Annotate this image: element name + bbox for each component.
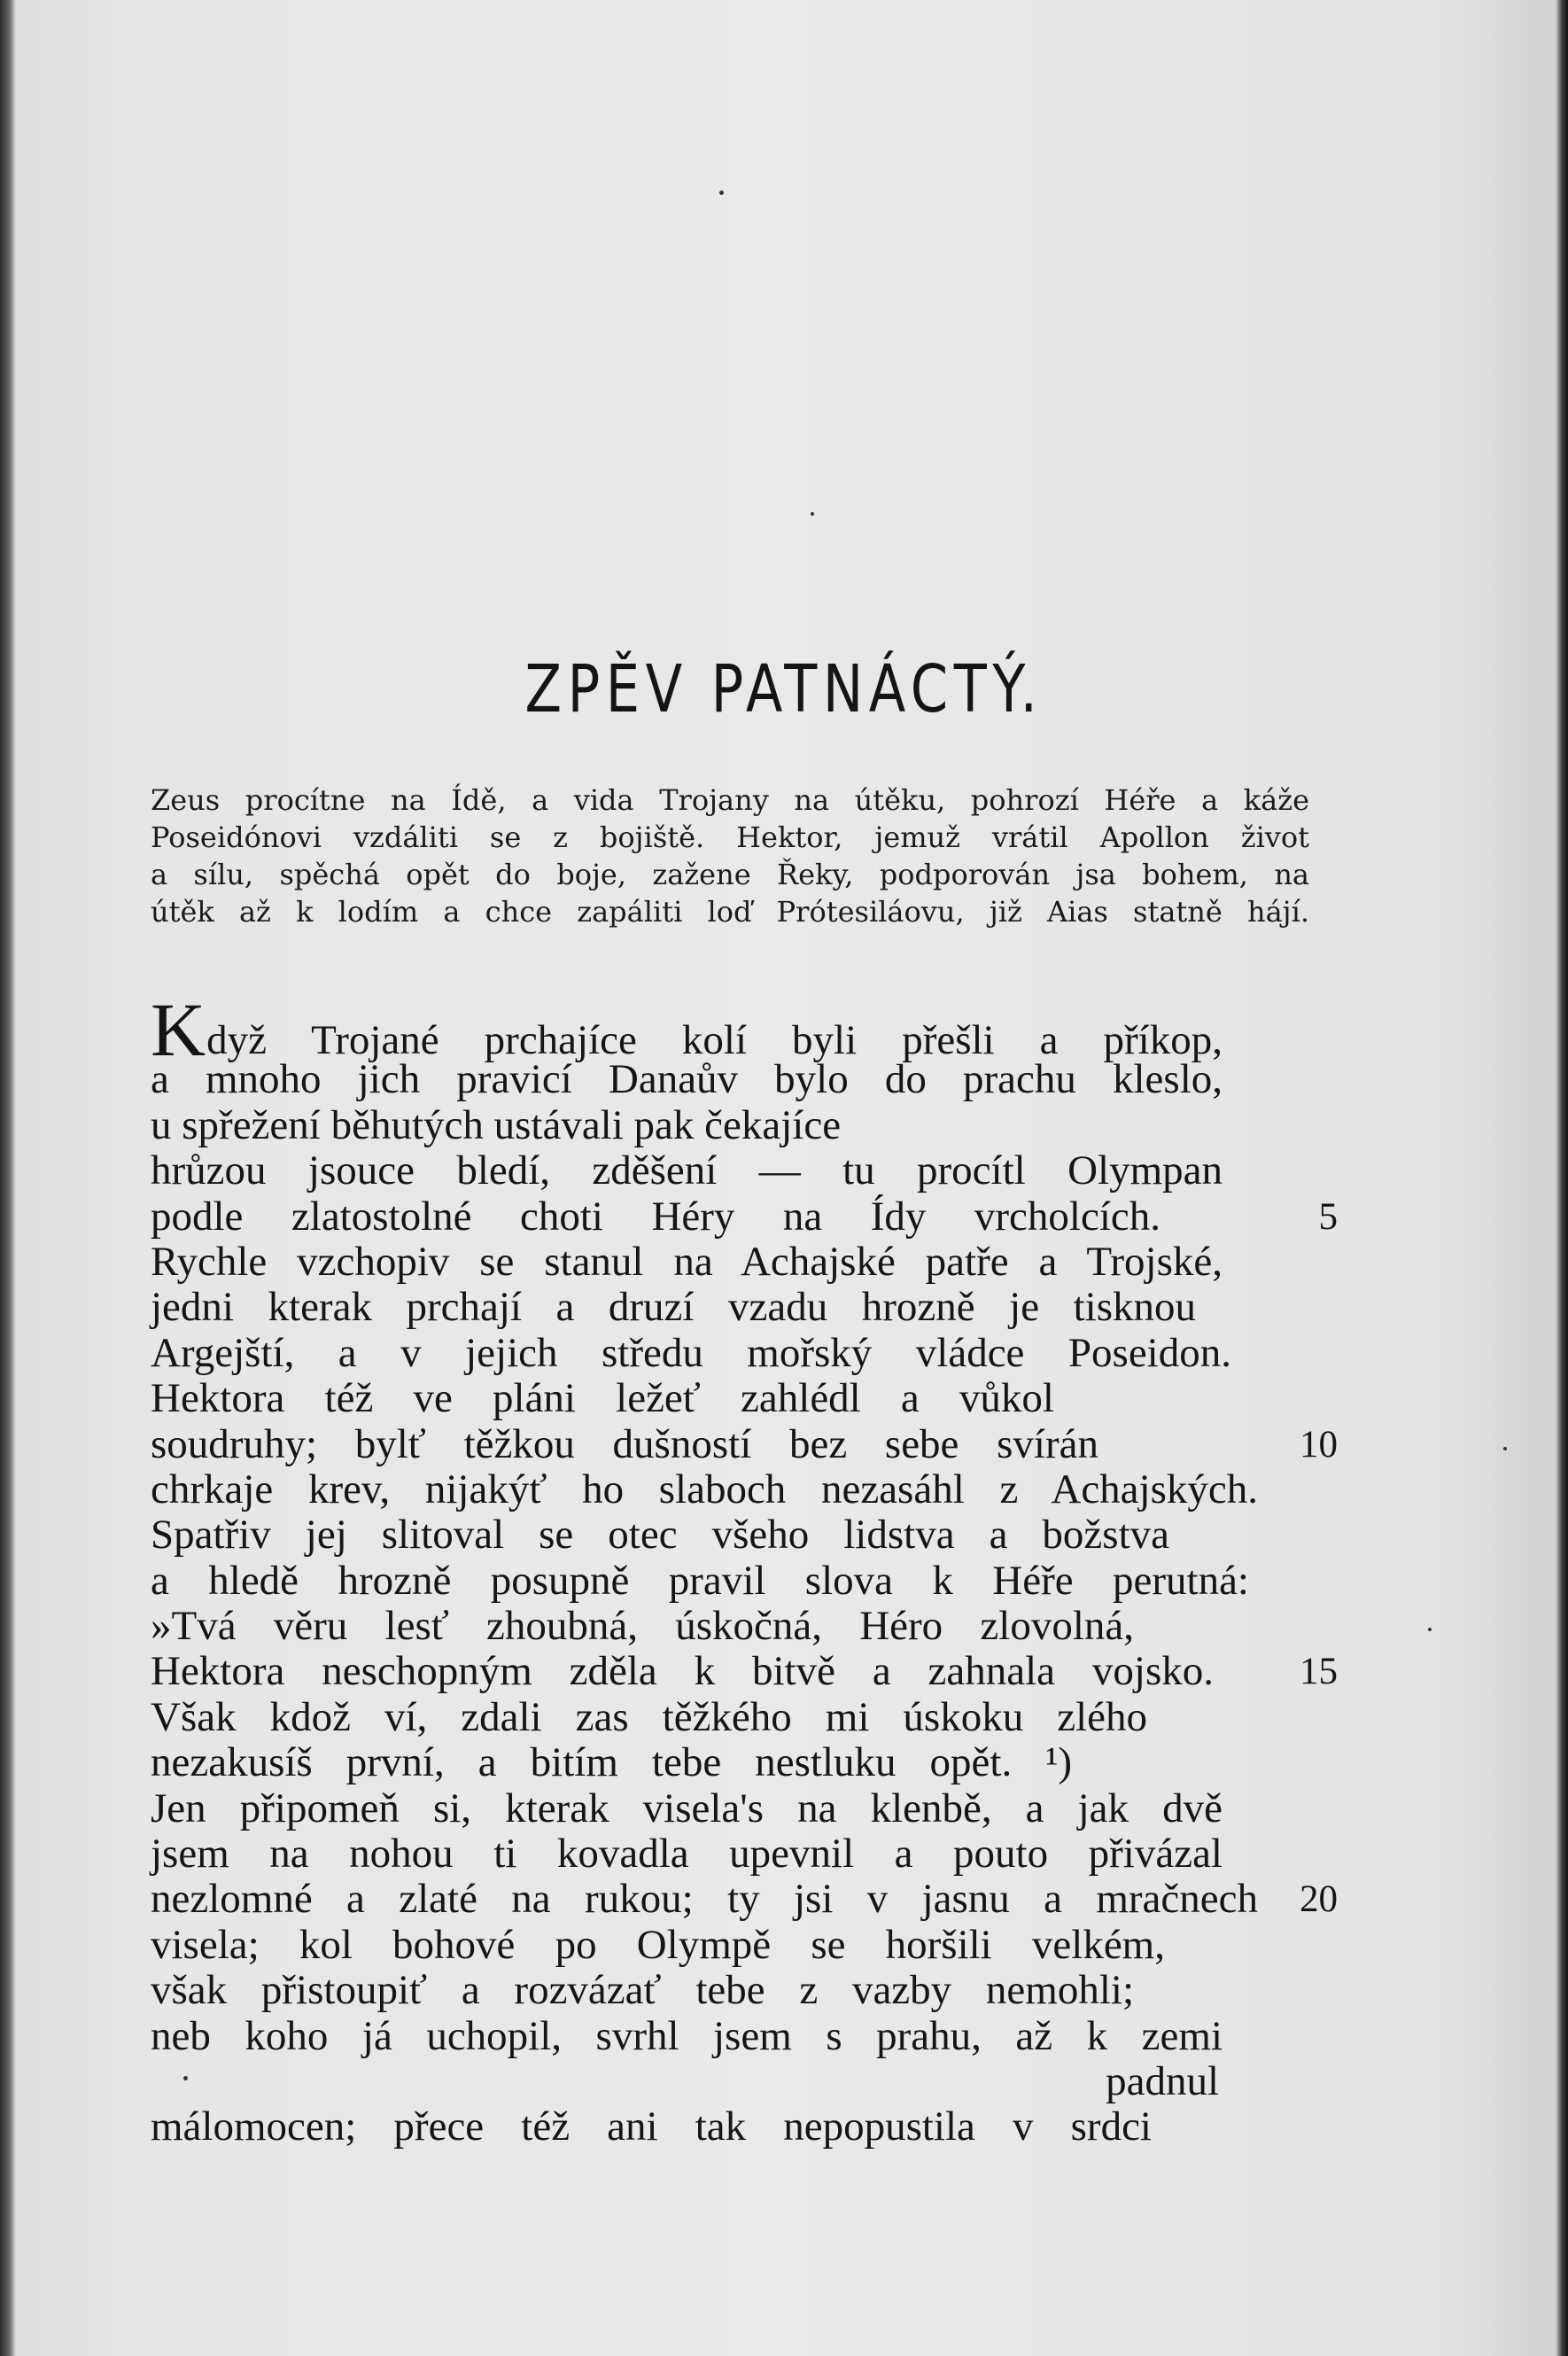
poem-line: nezakusíš první, a bitím tebe nestluku opět. ¹) xyxy=(151,1739,1072,1786)
poem-line: Hektora neschopným zděla k bitvě a zahnala vojsko. 15 xyxy=(151,1648,1338,1695)
poem-body xyxy=(151,987,1338,2150)
scan-edge-right xyxy=(1556,0,1568,2356)
chapter-summary xyxy=(151,781,1309,930)
poem-line: hrůzou jsouce bledí, zděšení — tu procítl Olympan xyxy=(151,1147,1223,1194)
poem-line: Však kdož ví, zdali zas těžkého mi úskoku zlého xyxy=(151,1693,1147,1740)
poem-line: u spřežení běhutých ustávali pak čekajíce xyxy=(151,1101,842,1148)
poem-line: Jen připomeň si, kterak visela's na klenbě, a jak dvě xyxy=(151,1784,1223,1831)
poem-line-continuation: padnul xyxy=(1106,2057,1219,2104)
poem-line: a hledě hrozně posupně pravil slova k Héře perutná: xyxy=(151,1557,1249,1604)
poem-line: Argejští, a v jejich středu mořský vládce Poseidon. xyxy=(151,1329,1231,1376)
poem-line: nezlomné a zlaté na rukou; ty jsi v jasnu a mračnech 20 xyxy=(151,1876,1338,1923)
poem-line: »Tvá věru lesť zhoubná, úskočná, Héro zlovolná, xyxy=(151,1603,1134,1650)
scan-speck xyxy=(811,512,814,516)
scan-speck xyxy=(183,2076,188,2080)
poem-line: a mnoho jich pravicí Danaův bylo do prachu kleslo, xyxy=(151,1056,1223,1103)
poem-line: jedni kterak prchají a druzí vzadu hrozně je tisknou xyxy=(151,1284,1196,1331)
poem-line: však přistoupiť a rozvázať tebe z vazby nemohli; xyxy=(151,1967,1134,2014)
chapter-title: ZPĚV PATNÁCTÝ. xyxy=(524,651,1044,727)
summary-line: Zeus procítne na Ídě, a vida Trojany na útěku, pohrozí Héře a káže xyxy=(151,783,1309,817)
poem-line: podle zlatostolné choti Héry na Ídy vrcholcích. 5 xyxy=(151,1193,1338,1240)
scan-speck xyxy=(1503,1447,1507,1450)
poem-line: Rychle vzchopiv se stanul na Achajské patře a Trojské, xyxy=(151,1238,1223,1285)
line-number: 10 xyxy=(1300,1423,1338,1466)
line-number: 5 xyxy=(1318,1195,1338,1238)
scan-speck xyxy=(719,191,724,195)
poem-line: jsem na nohou ti kovadla upevnil a pouto přivázal xyxy=(151,1831,1223,1878)
summary-line: a sílu, spěchá opět do boje, zažene Řeky, podporován jsa bohem, na xyxy=(151,858,1309,891)
drop-initial: K xyxy=(151,987,206,1072)
scan-edge-left xyxy=(0,0,16,2356)
poem-line: Spatřiv jej slitoval se otec všeho lidstva a božstva xyxy=(151,1512,1169,1559)
summary-line: útěk až k lodím a chce zapáliti loď Prótesiláovu, již Aias statně hájí. xyxy=(151,895,1309,929)
poem-line: Když Trojané prchajíce kolí byli přešli a příkop, xyxy=(151,987,1223,1072)
poem-line: Hektora též ve pláni ležeť zahlédl a vůkol xyxy=(151,1375,1054,1422)
line-number: 20 xyxy=(1300,1878,1338,1921)
poem-line: soudruhy; bylť těžkou dušností bez sebe svírán 10 xyxy=(151,1420,1338,1467)
scan-speck xyxy=(1428,1628,1432,1631)
poem-line: visela; kol bohové po Olympě se horšili velkém, xyxy=(151,1921,1165,1968)
poem-line: málomocen; přece též ani tak nepopustila v srdci xyxy=(151,2103,1152,2150)
summary-line: Poseidónovi vzdáliti se z bojiště. Hektor, jemuž vrátil Apollon život xyxy=(151,820,1309,854)
poem-line: neb koho já uchopil, svrhl jsem s prahu, až k zemi xyxy=(151,2012,1223,2059)
poem-line: chrkaje krev, nijakýť ho slaboch nezasáhl z Achajských. xyxy=(151,1466,1258,1512)
line-number: 15 xyxy=(1300,1651,1338,1693)
